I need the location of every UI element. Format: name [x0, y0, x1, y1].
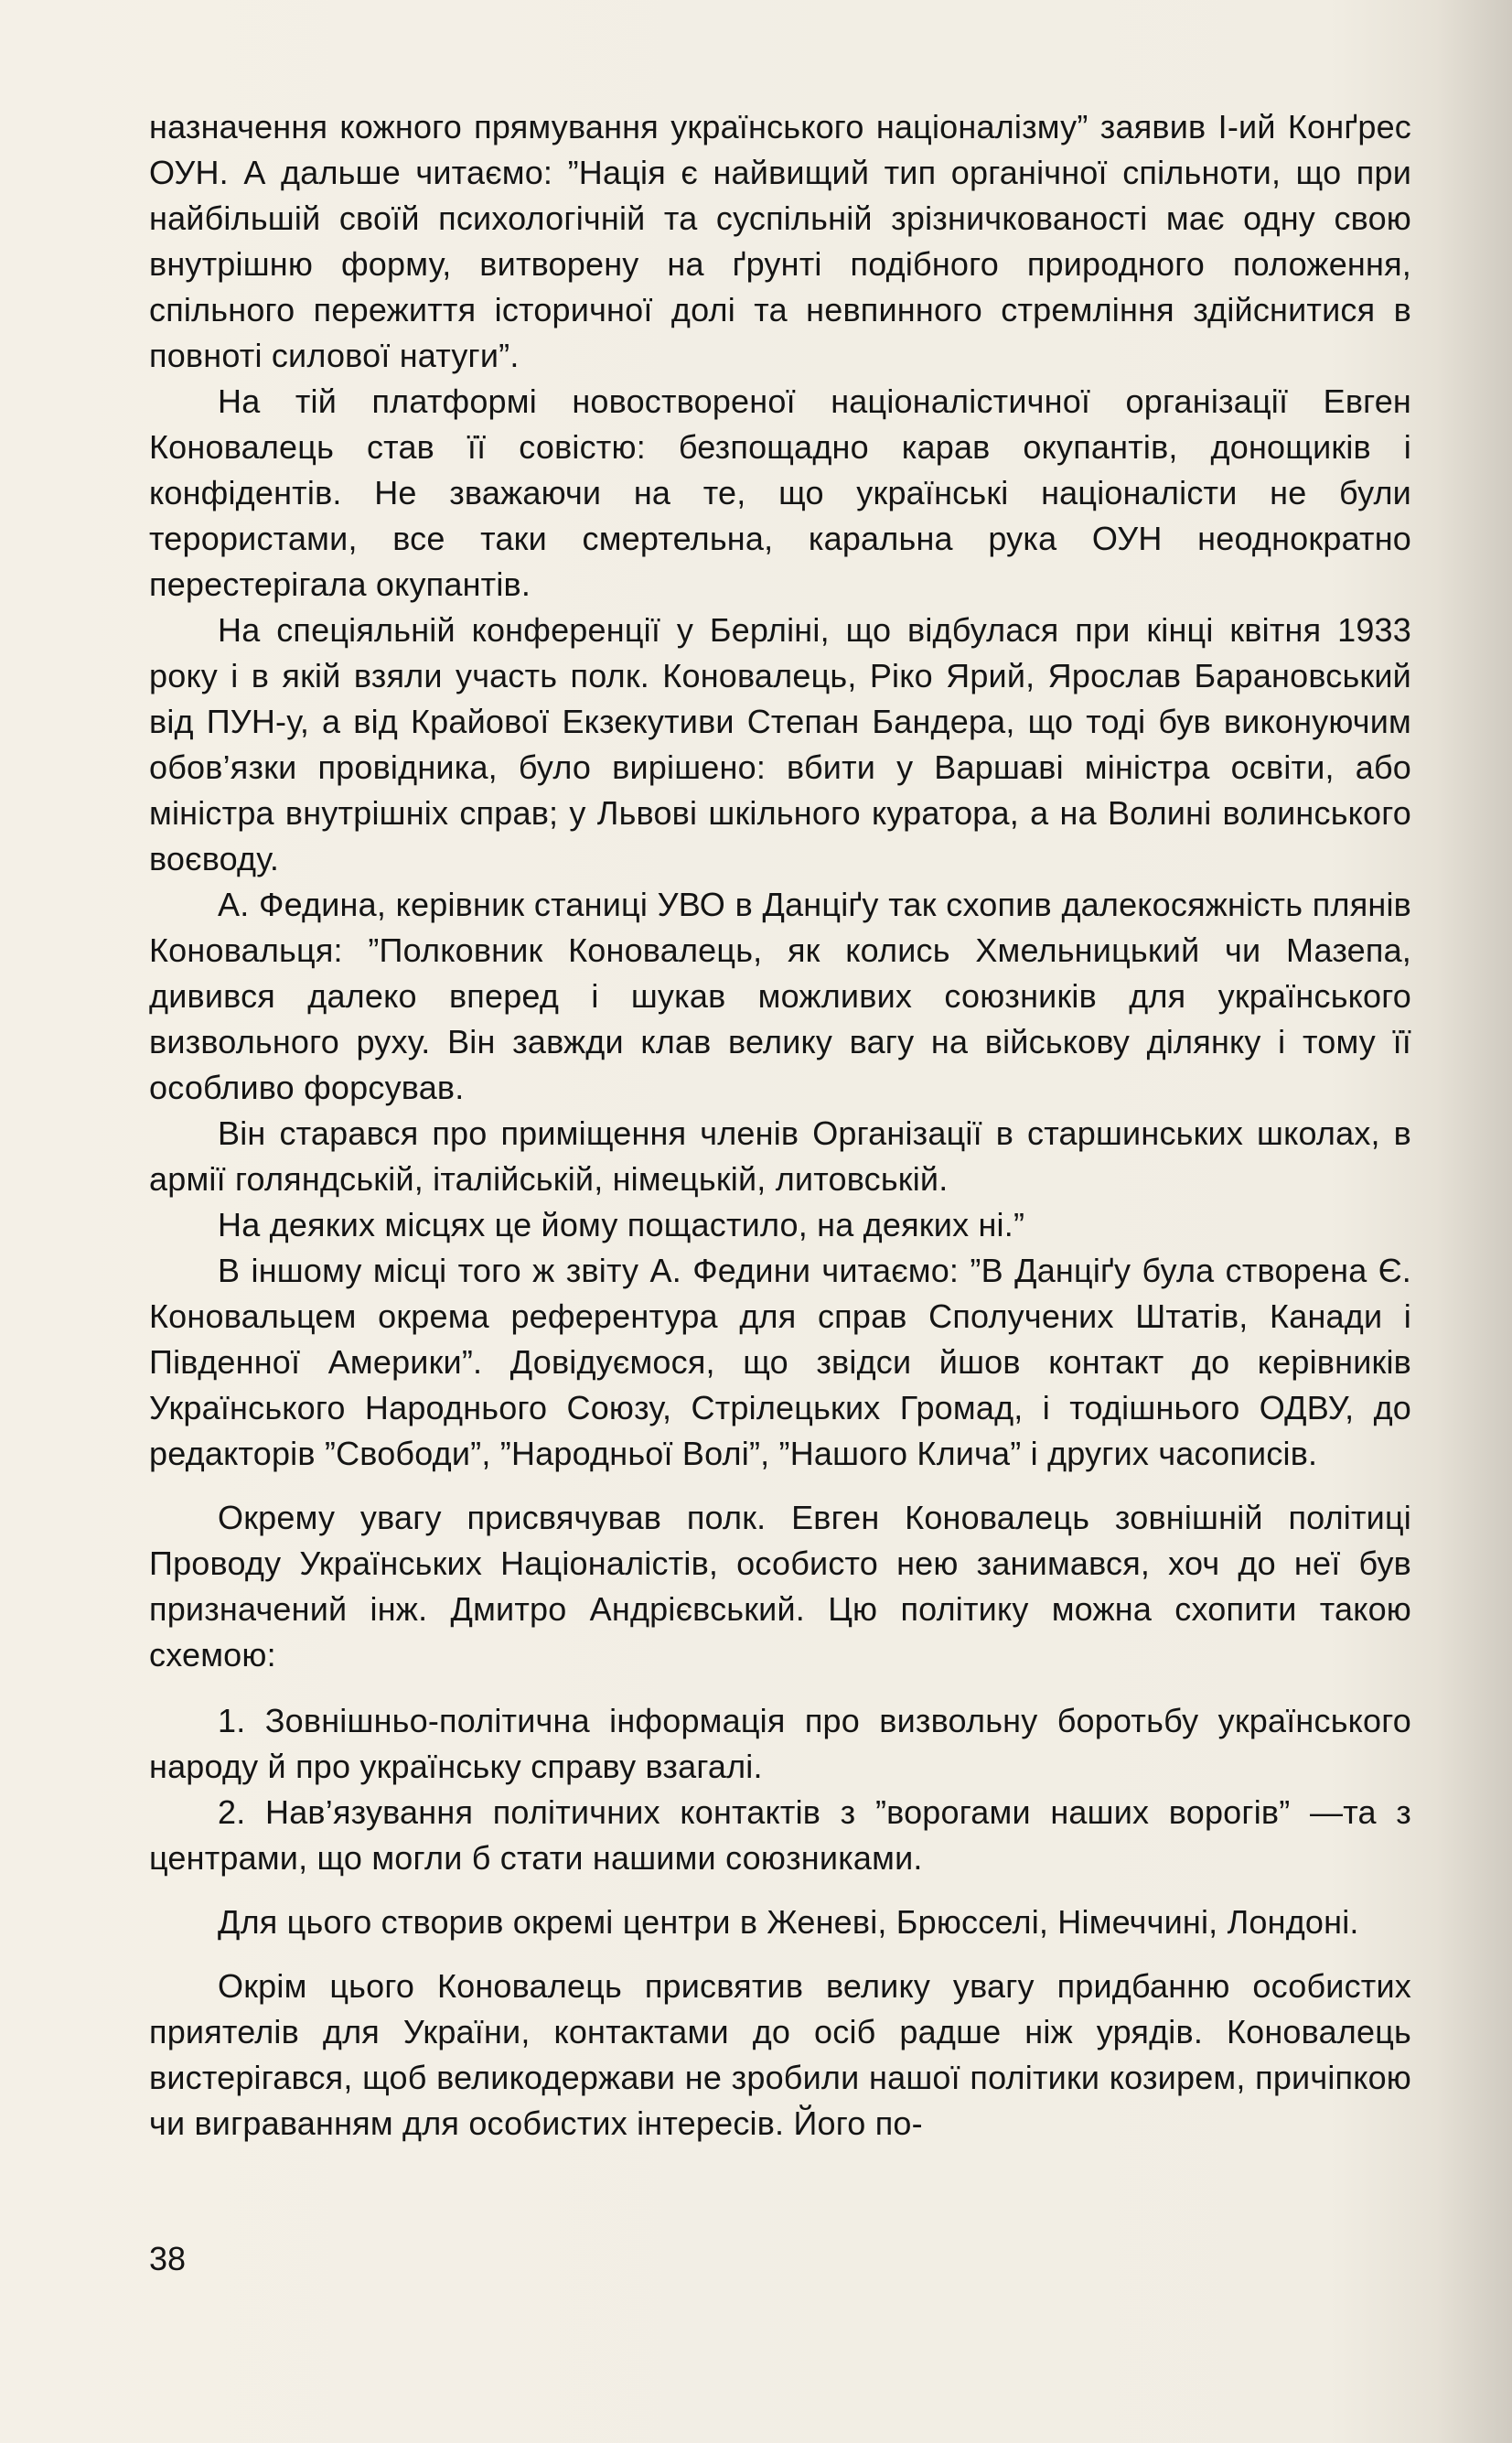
body-text: [149, 104, 1411, 2147]
paragraph: Окрему увагу присвячував полк. Евген Коновалець зовнішній політиці Проводу Українських Націоналістів, особисто нею занимався, хоч до неї був призначений інж. Дмитро Андрієвський. Цю політику можна схопити такою схемою:: [149, 1499, 1411, 1674]
paragraph: На деяких місцях це йому пощастило, на деяких ні.”: [218, 1206, 1025, 1243]
page-number: 38: [149, 2240, 187, 2277]
list-item: 2. Нав’язування політичних контактів з ”ворогами наших ворогів” —та з центрами, що могли б стати нашими союзниками.: [149, 1793, 1411, 1877]
paragraph: На спеціяльній конференції у Берліні, що відбулася при кінці квітня 1933 року і в якій взяли участь полк. Коновалець, Ріко Ярий, Ярослав Барановський від ПУН-у, а від Крайової Екзекутиви Степан Бандера, що тоді був виконуючим обов’язки провідника, було вирішено: вбити у Варшаві міністра освіти, або міністра внутрішніх справ; у Львові шкільного куратора, а на Волині волинського воєводу.: [149, 611, 1411, 877]
paragraph: Він старався про приміщення членів Організації в старшинських школах, в армії голяндській, італійській, німецькій, литовській.: [149, 1114, 1411, 1198]
paragraph: Окрім цього Коновалець присвятив велику увагу придбанню особистих приятелів для України, контактами до осіб радше ніж урядів. Коновалець вистерігався, щоб великодержави не зробили нашої політики козирем, причіпкою чи виграванням для особистих інтересів. Його по-: [149, 1967, 1411, 2142]
paragraph: На тій платформі новоствореної націоналістичної організації Евген Коновалець став її совістю: безпощадно карав окупантів, донощиків і конфідентів. Не зважаючи на те, що українські націоналісти не були терористами, все таки смертельна, каральна рука ОУН неоднократно перестерігала окупантів.: [149, 382, 1411, 603]
paragraph: В іншому місці того ж звіту А. Федини читаємо: ”В Данціґу була створена Є. Коновальцем окрема референтура для справ Сполучених Штатів, Канади і Південної Америки”. Довідуємося, що звідси йшов контакт до керівників Українського Народнього Союзу, Стрілецьких Громад, і тодішнього ОДВУ, до редакторів ”Свободи”, ”Народньої Волі”, ”Нашого Клича” і других часописів.: [149, 1252, 1411, 1472]
paragraph: назначення кожного прямування українського націоналізму” заявив І-ий Конґрес ОУН. А дальше читаємо: ”Нація є найвищий тип органічної спільноти, що при найбільшій своїй психологічній та суспільній зрізничкованості має одну свою внутрішню форму, витворену на ґрунті подібного природного положення, спільного пережиття історичної долі та невпинного стремління здійснитися в повноті силової натуги”.: [149, 108, 1411, 374]
paragraph: А. Федина, керівник станиці УВО в Данціґу так схопив далекосяжність плянів Коновальця: ”Полковник Коновалець, як колись Хмельницький чи Мазепа, дивився далеко вперед і шукав можливих союзників для українського визвольного руху. Він завжди клав велику вагу на військову ділянку і тому її особливо форсував.: [149, 886, 1411, 1106]
list-item: 1. Зовнішньо-політична інформація про визвольну боротьбу українського народу й про українську справу взагалі.: [149, 1702, 1411, 1785]
paragraph: Для цього створив окремі центри в Женеві, Брюсселі, Німеччині, Лондоні.: [218, 1903, 1359, 1941]
